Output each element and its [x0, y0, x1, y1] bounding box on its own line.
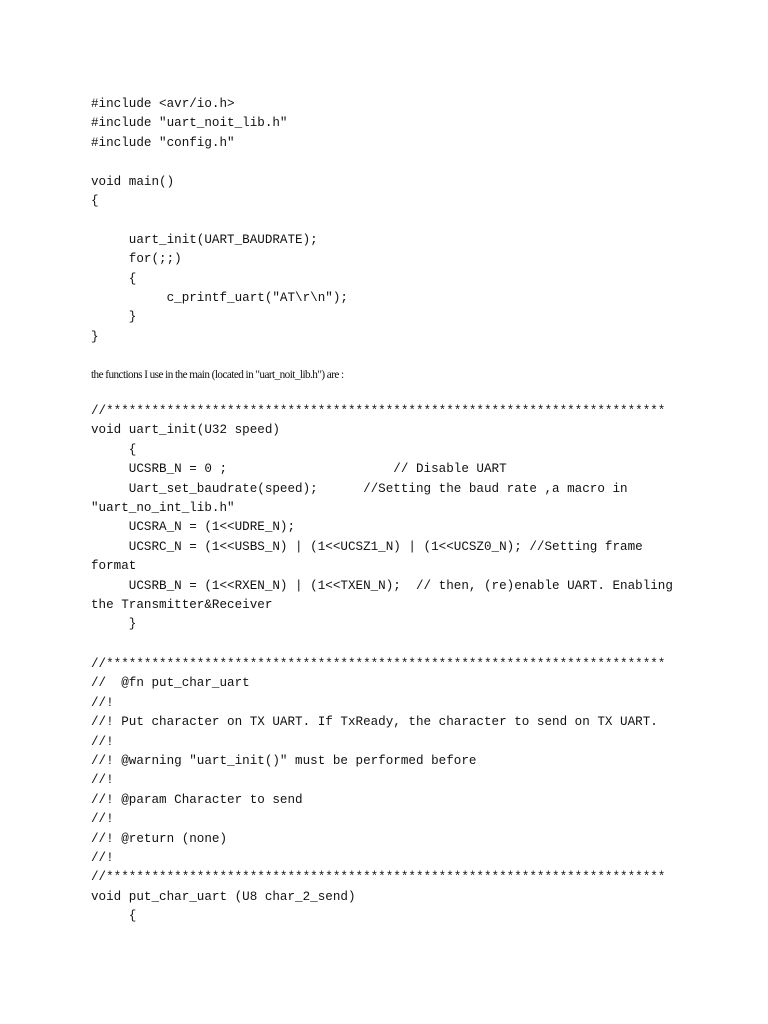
code-line: uart_init(UART_BAUDRATE);: [91, 232, 318, 247]
code-line: //! Put character on TX UART. If TxReady, the character to send on TX UART.: [91, 715, 658, 730]
code-line: #include <avr/io.h>: [91, 97, 235, 111]
main-code-block: [91, 95, 348, 347]
code-line: }: [91, 329, 99, 344]
code-line: UCSRB_N = (1<<RXEN_N) | (1<<TXEN_N); // then, (re)enable UART. Enabling: [91, 578, 673, 593]
code-line: #include "uart_noit_lib.h": [91, 116, 288, 131]
code-line: UCSRC_N = (1<<USBS_N) | (1<<UCSZ1_N) | (1<<UCSZ0_N); //Setting frame: [91, 539, 643, 554]
code-line: //!: [91, 812, 114, 827]
code-line: {: [91, 909, 137, 924]
code-line: for(;;): [91, 252, 182, 267]
code-line: [91, 211, 348, 230]
code-line: Uart_set_baudrate(speed); //Setting the baud rate ,a macro in: [91, 481, 628, 496]
put-char-uart-code-block: [91, 655, 665, 926]
code-line: //!: [91, 773, 114, 788]
code-line: }: [91, 310, 137, 325]
code-line: void uart_init(U32 speed): [91, 423, 280, 438]
code-line: //! @return (none): [91, 831, 228, 846]
code-line: {: [91, 271, 137, 286]
code-line: //**************************************************************************: [91, 870, 666, 885]
code-line: #include "config.h": [91, 135, 235, 150]
code-line: the Transmitter&Receiver: [91, 597, 273, 612]
code-line: c_printf_uart("AT\r\n");: [91, 290, 348, 305]
code-line: UCSRB_N = 0 ; // Disable UART: [91, 462, 507, 477]
functions-description: the functions I use in the main (located in "uart_noit_lib.h") are :: [91, 369, 344, 381]
code-line: //**************************************************************************: [91, 404, 666, 418]
code-line: format: [91, 559, 137, 574]
code-line: {: [91, 193, 99, 208]
code-line: //! @param Character to send: [91, 792, 303, 807]
code-line: //**************************************************************************: [91, 657, 666, 671]
code-line: void put_char_uart (U8 char_2_send): [91, 889, 356, 904]
code-line: // @fn put_char_uart: [91, 676, 250, 691]
code-line: //!: [91, 695, 114, 710]
uart-init-code-block: [91, 402, 673, 635]
code-line: [91, 153, 348, 172]
code-line: void main(): [91, 174, 175, 189]
code-line: UCSRA_N = (1<<UDRE_N);: [91, 520, 296, 535]
code-line: "uart_no_int_lib.h": [91, 500, 235, 515]
code-line: //!: [91, 850, 114, 865]
code-line: //! @warning "uart_init()" must be performed before: [91, 753, 477, 768]
code-line: //!: [91, 734, 114, 749]
code-line: }: [91, 617, 137, 632]
code-line: {: [91, 442, 137, 457]
